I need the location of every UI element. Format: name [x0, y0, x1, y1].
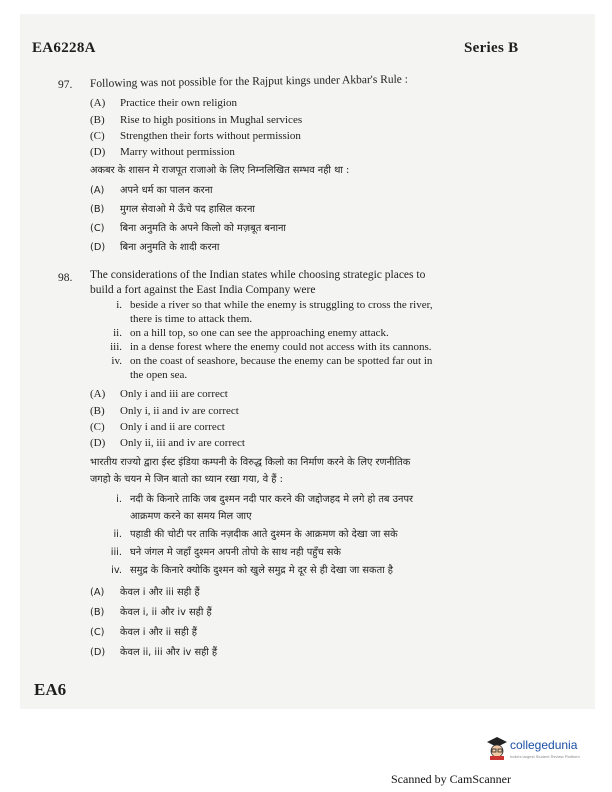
question-text-en-line1: The considerations of the Indian states while choosing strategic places to	[90, 269, 426, 281]
question-text-hi-line2: जगहो के चयन मे जिन बातो का ध्यान रखा गया, वे हैं :	[90, 474, 283, 485]
point-i-en: i. beside a river so that while the enemy is struggling to cross the river,	[116, 299, 433, 311]
point-i-hi-line2: आक्रमण करने का समय मिल जाए	[130, 511, 252, 522]
option-c-hi: (C) केवल i और ii सही हैं	[90, 627, 197, 638]
camscanner-watermark: Scanned by CamScanner	[391, 772, 511, 786]
question-text-hi: अकबर के शासन मे राजपूत राजाओ के लिए निम्नलिखित सम्भव नही था :	[90, 165, 350, 176]
point-i-en-line2: there is time to attack them.	[130, 313, 253, 325]
option-a-en: (A) Only i and iii are correct	[90, 388, 228, 400]
option-a-hi: (A) केवल i और iii सही हैं	[90, 587, 200, 598]
option-c-hi: (C) बिना अनुमति के अपने किलो को मज़बूत बनाना	[90, 223, 286, 234]
option-d-en: (D) Marry without permission	[90, 146, 235, 158]
graduate-icon	[486, 736, 508, 760]
point-iv-en-line2: the open sea.	[130, 369, 188, 381]
question-number: 97.	[58, 79, 73, 91]
question-text-en-line2: build a fort against the East India Company were	[90, 284, 316, 296]
point-i-hi: i. नदी के किनारे ताकि जब दुश्मन नदी पार करने की जद्दोजहद मे लगे हो तब उनपर	[116, 494, 414, 505]
question-text-hi-line1: भारतीय राज्यो द्वारा ईस्ट इंडिया कम्पनी के विरुद्ध किलो का निर्माण करने के लिए रणनीतिक	[90, 457, 411, 468]
page-code: EA6	[34, 680, 67, 699]
point-iv-en: iv. on the coast of seashore, because the enemy can be spotted far out in	[111, 355, 433, 367]
option-b-en: (B) Rise to high positions in Mughal services	[90, 114, 303, 126]
point-iii-hi: iii. घने जंगल मे जहाँ दुश्मन अपनी तोपो के साथ नही पहुँच सके	[110, 547, 341, 558]
option-b-hi: (B) केवल i, ii और iv सही हैं	[90, 607, 212, 618]
paper-code: EA6228A	[32, 40, 96, 56]
option-b-en: (B) Only i, ii and iv are correct	[90, 405, 239, 417]
option-b-hi: (B) मुगल सेवाओ मे ऊँचे पद हासिल करना	[90, 204, 255, 215]
option-a-hi: (A) अपने धर्म का पालन करना	[90, 185, 213, 196]
series-label: Series B	[464, 40, 519, 56]
point-iii-en: iii. in a dense forest where the enemy could not access with its cannons.	[110, 341, 432, 353]
point-ii-hi: ii. पहाडी की चोटी पर ताकि नज़दीक आते दुश्मन के आक्रमण को देखा जा सके	[113, 529, 398, 540]
option-d-en: (D) Only ii, iii and iv are correct	[90, 437, 245, 449]
question-text-en: Following was not possible for the Rajput kings under Akbar's Rule :	[89, 73, 409, 90]
logo-tagline: India's largest Student Review Platform	[510, 754, 580, 759]
option-c-en: (C) Strengthen their forts without permission	[90, 130, 301, 142]
option-d-hi: (D) केवल ii, iii और iv सही हैं	[90, 647, 218, 658]
question-number: 98.	[58, 272, 73, 284]
logo-text: collegedunia	[510, 738, 578, 752]
point-ii-en: ii. on a hill top, so one can see the approaching enemy attack.	[113, 327, 389, 339]
point-iv-hi: iv. समुद्र के किनारे क्योकि दुश्मन को खुले समुद्र मे दूर से ही देखा जा सकता है	[111, 565, 394, 576]
collegedunia-logo	[486, 736, 596, 770]
option-a-en: (A) Practice their own religion	[90, 97, 237, 109]
option-d-hi: (D) बिना अनुमति के शादी करना	[90, 242, 220, 253]
option-c-en: (C) Only i and ii are correct	[90, 421, 225, 433]
